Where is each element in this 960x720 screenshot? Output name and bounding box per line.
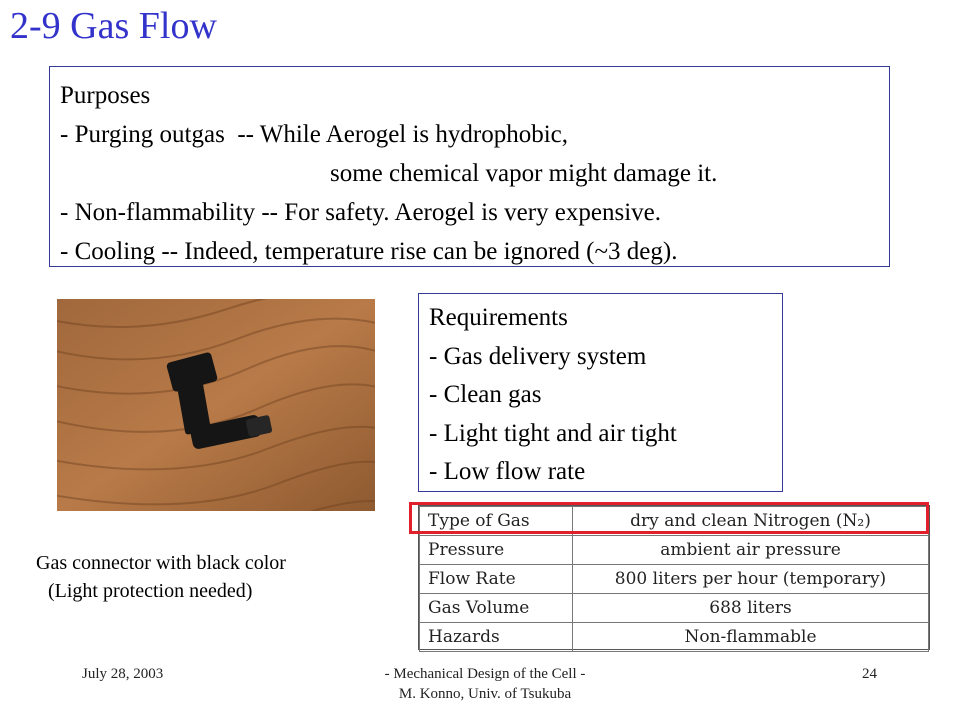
- purpose-line: - Non-flammability -- For safety. Aerogel is very expensive.: [60, 199, 661, 226]
- table-cell-label: Pressure: [420, 536, 573, 565]
- purpose-line: - Cooling -- Indeed, temperature rise can be ignored (~3 deg).: [60, 238, 678, 265]
- requirement-item: - Gas delivery system: [429, 342, 647, 370]
- footer-author-line: M. Konno, Univ. of Tsukuba: [398, 686, 572, 702]
- requirement-item: - Clean gas: [429, 381, 542, 408]
- requirement-item: - Low flow rate: [429, 458, 586, 485]
- caption-line: (Light protection needed): [48, 580, 253, 602]
- purpose-line: - Purging outgas -- While Aerogel is hydrophobic,: [60, 121, 569, 148]
- footer-date: July 28, 2003: [82, 666, 164, 682]
- requirements-heading: Requirements: [429, 304, 568, 331]
- table-cell-label: Flow Rate: [420, 565, 573, 594]
- highlight-box: [409, 502, 929, 534]
- requirement-item: - Light tight and air tight: [429, 419, 677, 447]
- table-cell-value: 800 liters per hour (temporary): [573, 565, 929, 594]
- table-row: [420, 536, 929, 565]
- table-cell-value: Non-flammable: [573, 623, 929, 652]
- wood-surface: [57, 299, 375, 511]
- slide-title: 2-9 Gas Flow: [10, 5, 217, 47]
- table-cell-label: Gas Volume: [420, 594, 573, 623]
- caption-line: Gas connector with black color: [36, 552, 286, 574]
- table-cell-value: ambient air pressure: [573, 536, 929, 565]
- footer-title-line: - Mechanical Design of the Cell -: [384, 666, 586, 682]
- photo-caption: [36, 549, 286, 605]
- table-row: [420, 623, 929, 652]
- table-cell-label: Type of Gas: [420, 507, 573, 536]
- purpose-line: some chemical vapor might damage it.: [330, 160, 718, 187]
- purposes-box: [49, 66, 890, 267]
- purposes-heading: Purposes: [60, 82, 151, 109]
- table-cell-label: Hazards: [420, 623, 573, 652]
- table-row: [420, 594, 929, 623]
- gas-connector-photo: [57, 299, 375, 511]
- footer-title: [340, 664, 630, 704]
- page-number: 24: [862, 666, 877, 682]
- table-row: [420, 565, 929, 594]
- table-cell-value: 688 liters: [573, 594, 929, 623]
- table-cell-value: dry and clean Nitrogen (N₂): [573, 507, 929, 536]
- requirements-box: [418, 293, 783, 492]
